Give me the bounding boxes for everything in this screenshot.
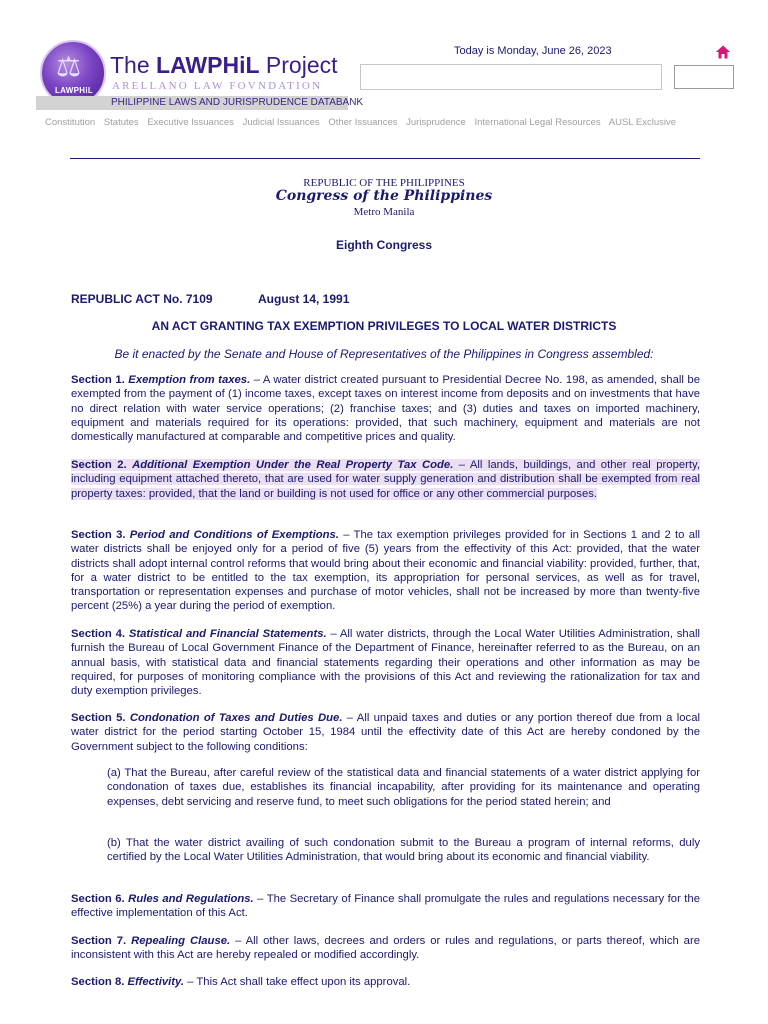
- section-heading: Section 5.: [71, 712, 126, 724]
- scales-of-justice-icon: ⚖: [56, 50, 82, 83]
- nav-judicial-issuances[interactable]: Judicial Issuances: [242, 117, 320, 128]
- enacting-clause: Be it enacted by the Senate and House of Representatives of the Philippines in Congress assembled:: [114, 347, 654, 361]
- section-title: Statistical and Financial Statements.: [128, 628, 327, 640]
- section-title: Period and Conditions of Exemptions.: [129, 529, 339, 541]
- act-date: August 14, 1991: [258, 292, 350, 306]
- congress-number: Eighth Congress: [335, 238, 432, 252]
- section-8: [71, 975, 700, 989]
- search-button[interactable]: [674, 65, 734, 89]
- section-heading: Section 2.: [71, 459, 127, 471]
- section-heading: Section 4.: [71, 628, 126, 640]
- section-3: [71, 528, 700, 614]
- site-title[interactable]: [110, 52, 338, 79]
- nav-statutes[interactable]: Statutes: [103, 117, 139, 128]
- section-title: Additional Exemption Under the Real Property Tax Code.: [132, 459, 454, 471]
- act-number: REPUBLIC ACT No. 7109: [71, 292, 213, 306]
- condition-b: (b) That the water district availing of such condonation submit to the Bureau a program of internal reforms, duly certified by the Local Water Utilities Administration, that would bring about its economic and financial viability.: [107, 837, 700, 864]
- foundation-name: ARELLANO LAW FOVNDATION: [112, 80, 323, 92]
- section-heading: Section 7.: [71, 935, 127, 947]
- section-heading: Section 6.: [71, 893, 125, 905]
- current-date: Today is Monday, June 26, 2023: [454, 45, 612, 57]
- section-heading: Section 3.: [71, 529, 126, 541]
- nav-international-legal-resources[interactable]: International Legal Resources: [474, 117, 601, 128]
- section-7: [71, 934, 700, 963]
- section-title: Effectivity.: [127, 976, 185, 988]
- section-body: – All lands, buildings, and other real property, including equipment attached thereto, that are used for water supply generation and distribution shall be exempted from real property taxes: provided, that the land or building is not used for office or any other commercial purposes.: [71, 459, 700, 500]
- logo-text: LAWPHiL: [54, 86, 94, 95]
- home-icon[interactable]: [715, 44, 731, 60]
- nav-executive-issuances[interactable]: Executive Issuances: [147, 117, 234, 128]
- nav-jurisprudence[interactable]: Jurisprudence: [406, 117, 466, 128]
- header-divider: [70, 158, 700, 159]
- section-heading: Section 8.: [71, 976, 125, 988]
- site-title-brand: LAWPHiL: [156, 52, 260, 78]
- main-navigation: [45, 117, 745, 128]
- site-title-prefix: The: [110, 52, 157, 78]
- section-title: Condonation of Taxes and Duties Due.: [129, 712, 343, 724]
- section-body: – All other laws, decrees and orders or rules and regulations, or parts thereof, which are inconsistent with this Act are hereby repealed or modified accordingly.: [71, 935, 700, 962]
- republic-heading: REPUBLIC OF THE PHILIPPINES: [303, 177, 465, 189]
- section-body: – All unpaid taxes and duties or any portion thereof due from a local water district for the period starting October 15, 1984 until the effectivity date of this Act are hereby condoned by the Government subject to the following conditions:: [71, 712, 700, 753]
- section-heading: Section 1.: [71, 374, 125, 386]
- databank-banner: PHILIPPINE LAWS AND JURISPRUDENCE DATABANK: [36, 96, 348, 110]
- section-title: Repealing Clause.: [131, 935, 231, 947]
- city-heading: Metro Manila: [353, 206, 415, 218]
- section-body: – This Act shall take effect upon its approval.: [184, 976, 411, 988]
- section-body: – All water districts, through the Local Water Utilities Administration, shall furnish the Bureau of Local Government Finance of the Department of Finance, hereinafter referred to as the Bureau, on an annual basis, with statistical data and financial statements regarding their operations and other information as may be required, for purposes of monitoring compliance with the provisions of this Act and reviewing the rationalization for tax and duty exemption privileges.: [71, 628, 700, 698]
- search-input[interactable]: [360, 64, 662, 90]
- section-6: [71, 892, 700, 921]
- section-1: [71, 373, 700, 444]
- section-body: – The tax exemption privileges provided for in Sections 1 and 2 to all water districts shall be enjoyed only for a period of five (5) years from the effectivity of this Act: provided, that the water districts shall adopt internal control reforms that would bring about their economic and financial viability: provided, further, that, for a water district to be entitled to the tax exemption, its appropriation for personal services, as well as for travel, transportation or representation expenses and purchase of motor vehicles, shall not be increased by more than twenty-five percent (25%) a year during the period of exemption.: [71, 529, 700, 613]
- section-body: – A water district created pursuant to Presidential Decree No. 198, as amended, shall be exempted from the payment of (1) income taxes, except taxes on interest income from deposits and on investments that have no direct relation with water service operations; (2) franchise taxes; and (3) duties and taxes on imported machinery, equipment and materials required for its operations: provided, that such machinery, equipment and materials are not domestically manufactured at comparable and competitive prices and quality.: [71, 374, 700, 444]
- nav-constitution[interactable]: Constitution: [45, 117, 96, 128]
- section-5: [71, 711, 700, 754]
- nav-ausl-exclusive[interactable]: AUSL Exclusive: [608, 117, 677, 128]
- section-4: [71, 627, 700, 698]
- section-2: [71, 458, 700, 501]
- section-title: Exemption from taxes.: [128, 374, 251, 386]
- nav-other-issuances[interactable]: Other Issuances: [328, 117, 398, 128]
- section-title: Rules and Regulations.: [128, 893, 254, 905]
- act-title: AN ACT GRANTING TAX EXEMPTION PRIVILEGES TO LOCAL WATER DISTRICTS: [151, 319, 617, 333]
- condition-a: (a) That the Bureau, after careful review of the statistical data and financial statements of a water district applying for condonation of taxes due, establishes its financial incapability, after providing for its maintenance and operating expenses, debt servicing and reserve fund, to meet such obligations for the period stated herein; and: [107, 767, 700, 808]
- section-body: – The Secretary of Finance shall promulgate the rules and regulations necessary for the effective implementation of this Act.: [71, 893, 700, 920]
- site-title-suffix: Project: [259, 52, 338, 78]
- congress-heading: Congress of the Philippines: [275, 188, 493, 204]
